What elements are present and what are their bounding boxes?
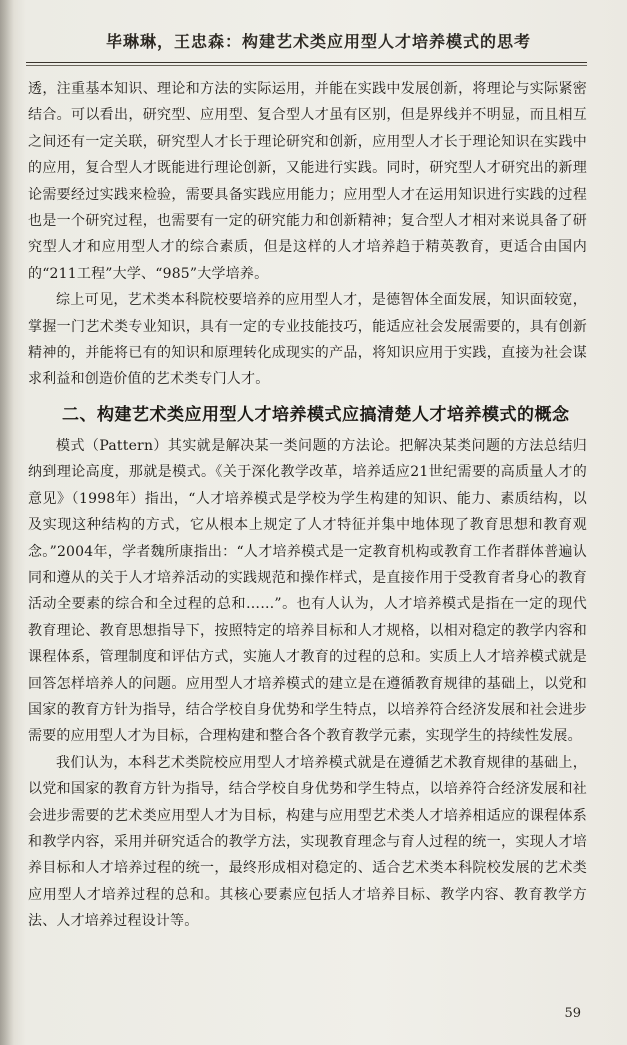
header-rule-secondary bbox=[26, 65, 587, 66]
gutter-shadow bbox=[0, 0, 14, 1045]
header-rule bbox=[26, 62, 587, 63]
paragraph-continued: 透，注重基本知识、理论和方法的实际运用，并能在实践中发展创新，将理论与实际紧密结合。可以看出，研究型、应用型、复合型人才虽有区别，但是界线并不明显，而且相互之间还有一定关联，研究型人才长于理论研究和创新，应用型人才长于理论知识在实践中的应用，复合型人才既能进行理论创新，又能进行实践。同时，研究型人才研究出的新理论需要经过实践来检验，需要具备实践应用能力；应用型人才在运用知识进行实践的过程也是一个研究过程，也需要有一定的研究能力和创新精神；复合型人才相对来说具备了研究型人才和应用型人才的综合素质，但是这样的人才培养趋于精英教育，更适合由国内的“211工程”大学、“985”大学培养。 bbox=[28, 81, 587, 282]
paragraph-conclusion: 我们认为，本科艺术类院校应用型人才培养模式就是在遵循艺术教育规律的基础上，以党和国家的教育方针为指导，结合学校自身优势和学生特点，以培养符合经济发展和社会进步需要的艺术类应用型人才为目标，构建与应用型艺术类人才培养相适应的课程体系和教学内容，采用并研究适合的教学方法，实现教育理念与育人过程的统一，实现人才培养目标和人才培养过程的统一，最终形成相对稳定的、适合艺术类本科院校发展的艺术类应用型人才培养过程的总和。其核心要素应包括人才培养目标、教学内容、教育教学方法、人才培养过程设计等。 bbox=[28, 754, 587, 930]
page-number: 59 bbox=[564, 1006, 581, 1021]
page-body bbox=[28, 76, 587, 935]
paragraph-summary: 综上可见，艺术类本科院校要培养的应用型人才，是德智体全面发展，知识面较宽，掌握一门艺术类专业知识，具有一定的专业技能技巧，能适应社会发展需要的，具有创新精神的，并能将已有的知识和原理转化成现实的产品，将知识应用于实践，直接为社会谋求利益和创造价值的艺术类专门人才。 bbox=[28, 292, 587, 388]
running-header: 毕琳琳，王忠森：构建艺术类应用型人才培养模式的思考 bbox=[105, 32, 531, 51]
section-heading: 二、构建艺术类应用型人才培养模式应搞清楚人才培养模式的概念 bbox=[62, 404, 570, 425]
paragraph-pattern-definition: 模式（Pattern）其实就是解决某一类问题的方法论。把解决某类问题的方法总结归纳到理论高度，那就是模式。《关于深化教学改革，培养适应21世纪需要的高质量人才的意见》（1998年）指出，“人才培养模式是学校为学生构建的知识、能力、素质结构，以及实现这种结构的方式，它从根本上规定了人才特征并集中地体现了教育思想和教育观念。”2004年，学者魏所康指出：“人才培养模式是一定教育机构或教育工作者群体普遍认同和遵从的关于人才培养活动的实践规范和操作样式，是直接作用于受教育者身心的教育活动全要素的综合和全过程的总和……”。也有人认为，人才培养模式是指在一定的现代教育理论、教育思想指导下，按照特定的培养目标和人才规格，以相对稳定的教学内容和课程体系，管理制度和评估方式，实施人才教育的过程的总和。实质上人才培养模式就是回答怎样培养人的问题。应用型人才培养模式的建立是在遵循教育规律的基础上，以党和国家的教育方针为指导，结合学校自身优势和学生特点，以培养符合经济发展和社会进步需要的应用型人才为目标，合理构建和整合各个教育教学元素，实现学生的持续性发展。 bbox=[28, 437, 587, 745]
